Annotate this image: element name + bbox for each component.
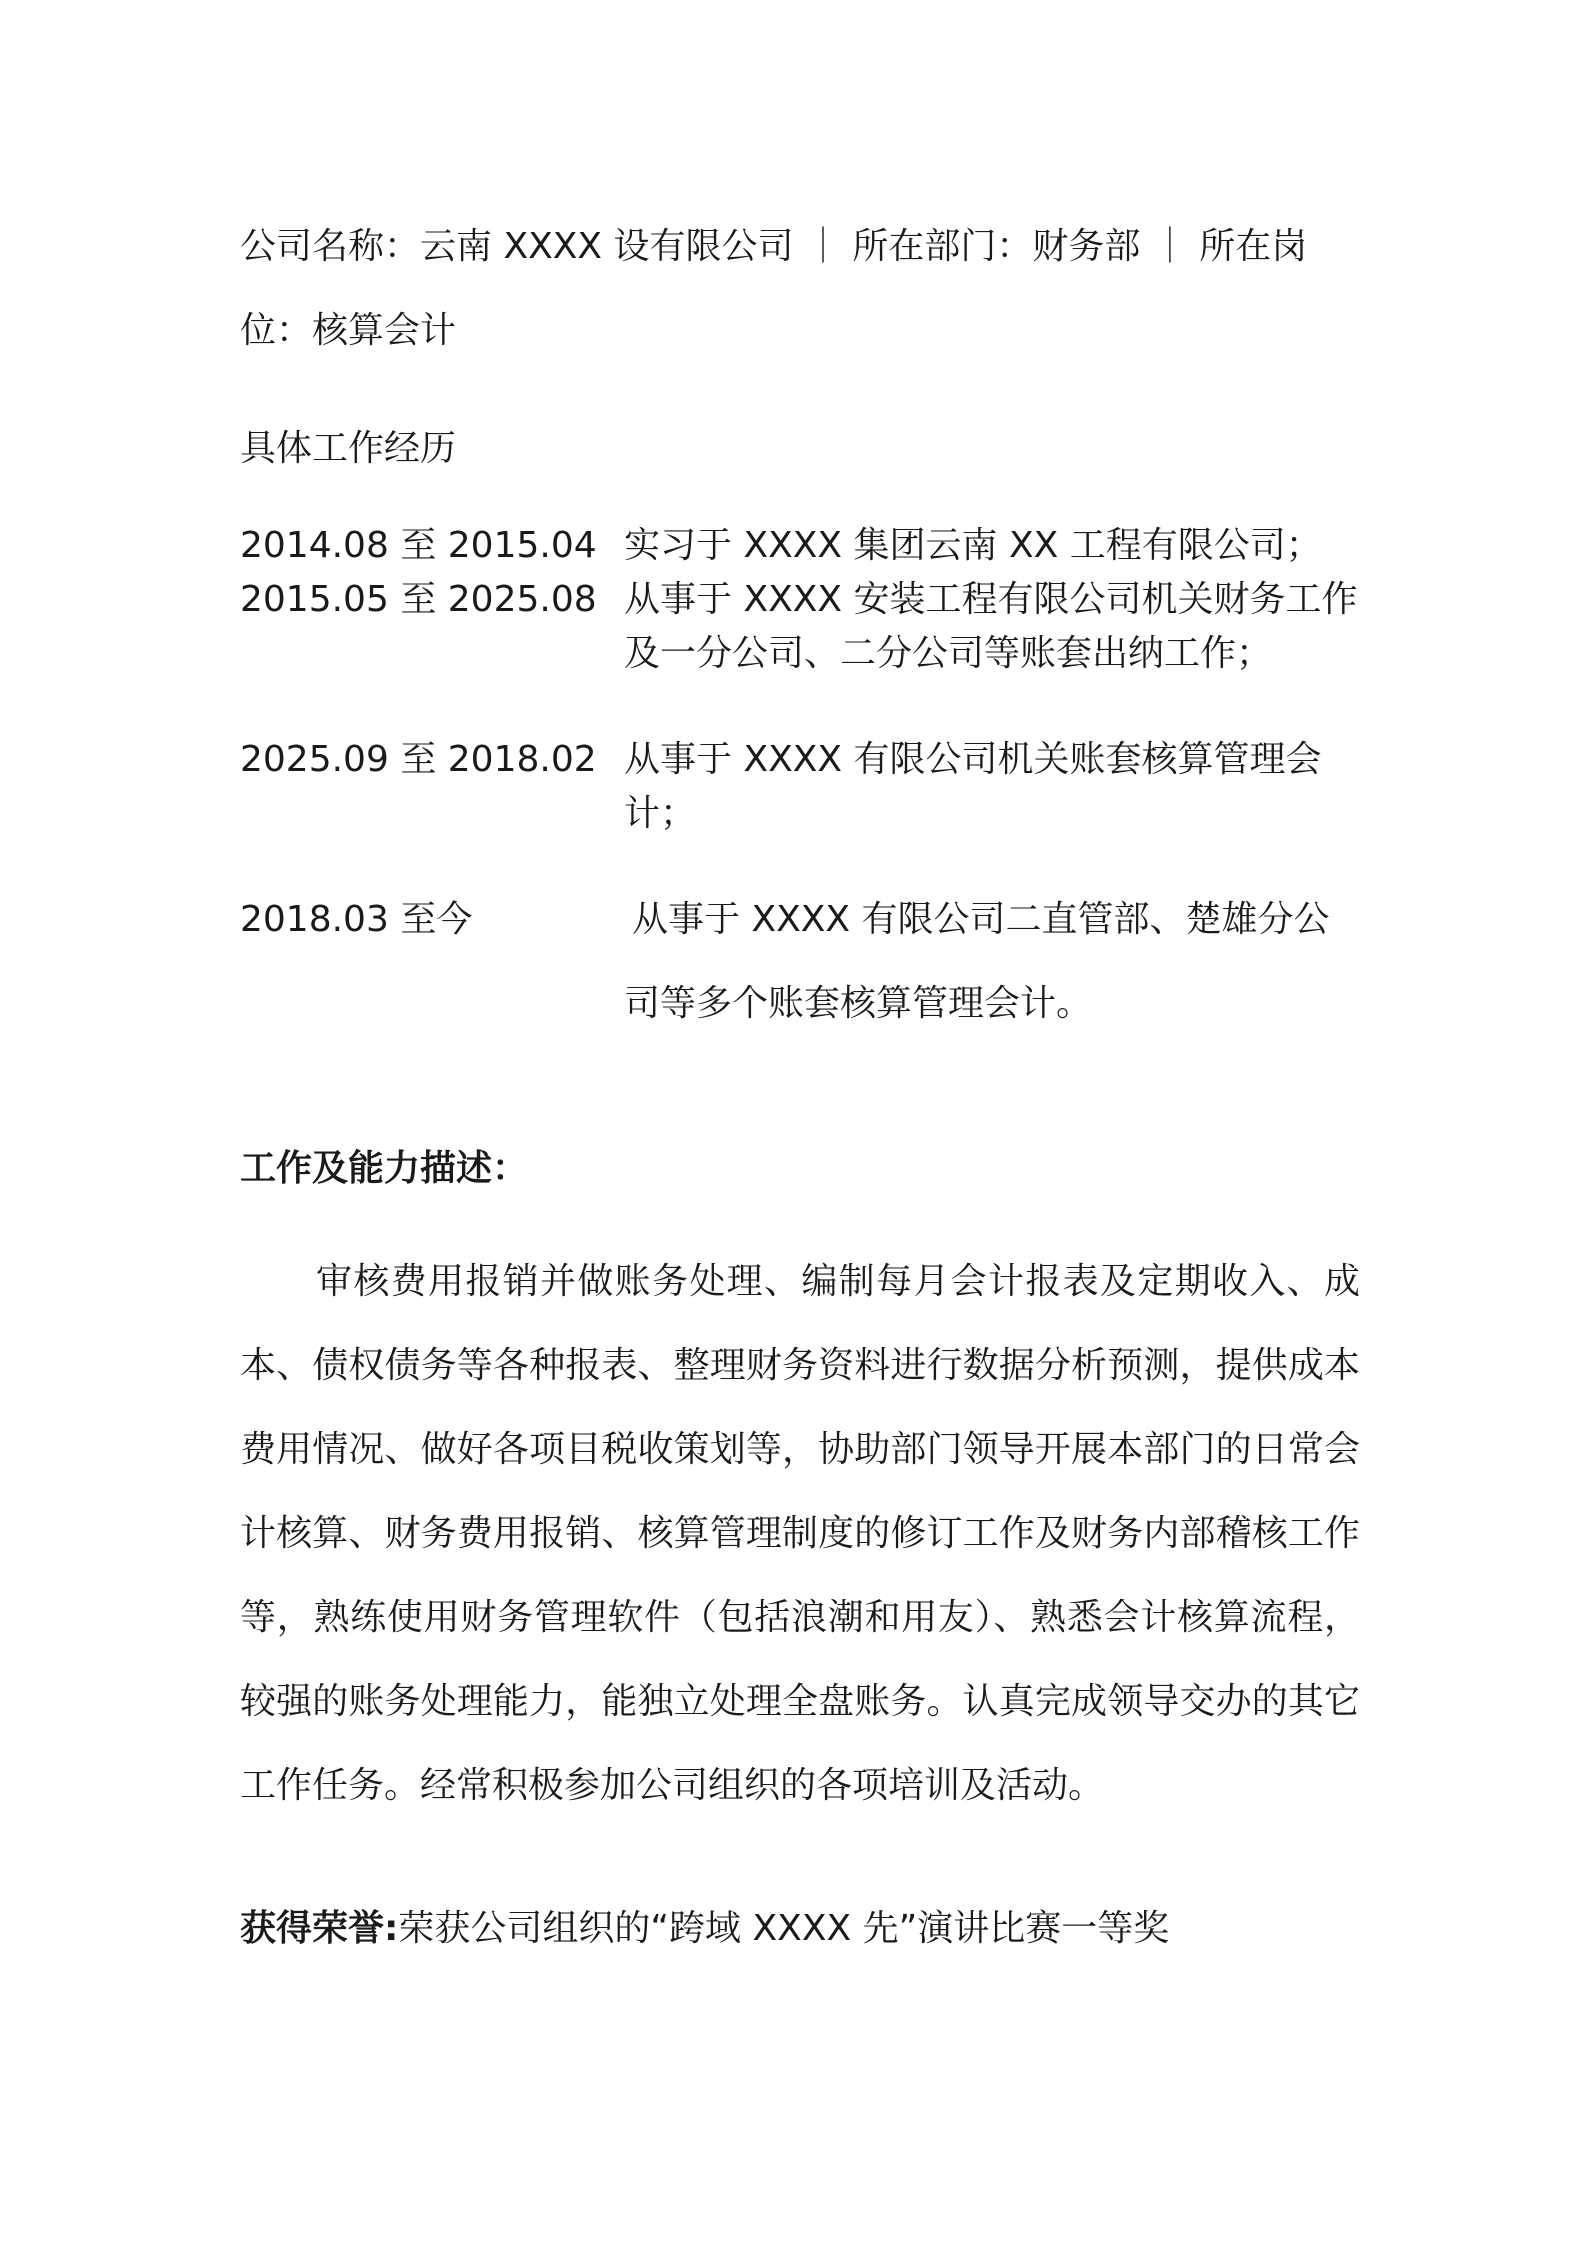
resume-content	[240, 205, 1360, 1956]
experience-desc: 从事于 XXXX 有限公司机关账套核算管理会计；	[624, 739, 1322, 834]
experience-date: 2018.03 至今	[240, 899, 473, 940]
company-info-line: 公司名称：云南 XXXX 设有限公司 ｜ 所在部门：财务部 ｜ 所在岗位：核算会计	[240, 226, 1308, 351]
experience-item	[240, 573, 1360, 681]
ability-title: 工作及能力描述：	[240, 1148, 529, 1189]
experience-item	[240, 893, 1360, 1046]
experience-desc-wrap	[624, 878, 1360, 1046]
ability-body: 审核费用报销并做账务处理、编制每月会计报表及定期收入、成本、债权债务等各种报表、整理财务资料进行数据分析预测，提供成本费用情况、做好各项目税收策划等，协助部门领导开展本部门的日常会计核算、财务费用报销、核算管理制度的修订工作及财务内部稽核工作等，熟练使用财务管理软件（包括浪潮和用友）、熟悉会计核算流程，较强的账务处理能力，能独立处理全盘账务。认真完成领导交办的其它工作任务。经常积极参加公司组织的各项培训及活动。	[240, 1261, 1360, 1806]
experience-desc: 实习于 XXXX 集团云南 XX 工程有限公司；	[624, 525, 1322, 566]
experience-item	[240, 733, 1360, 841]
experience-title: 具体工作经历	[240, 428, 457, 469]
experience-item	[240, 519, 1360, 573]
honor-text: 荣获公司组织的“跨域 XXXX 先”演讲比赛一等奖	[398, 1908, 1170, 1949]
honor-line	[240, 1902, 1360, 1956]
experience-date: 2015.05 至 2025.08	[240, 579, 597, 620]
experience-date: 2025.09 至 2018.02	[240, 739, 597, 780]
experience-desc: 从事于 XXXX 安装工程有限公司机关财务工作及一分公司、二分公司等账套出纳工作；	[624, 579, 1358, 674]
experience-date: 2014.08 至 2015.04	[240, 525, 597, 566]
experience-timeline	[240, 519, 1360, 1046]
honor-label: 获得荣誉:	[240, 1908, 399, 1949]
experience-desc: 从事于 XXXX 有限公司二直管部、楚雄分公司等多个账套核算管理会计。	[624, 899, 1330, 1024]
